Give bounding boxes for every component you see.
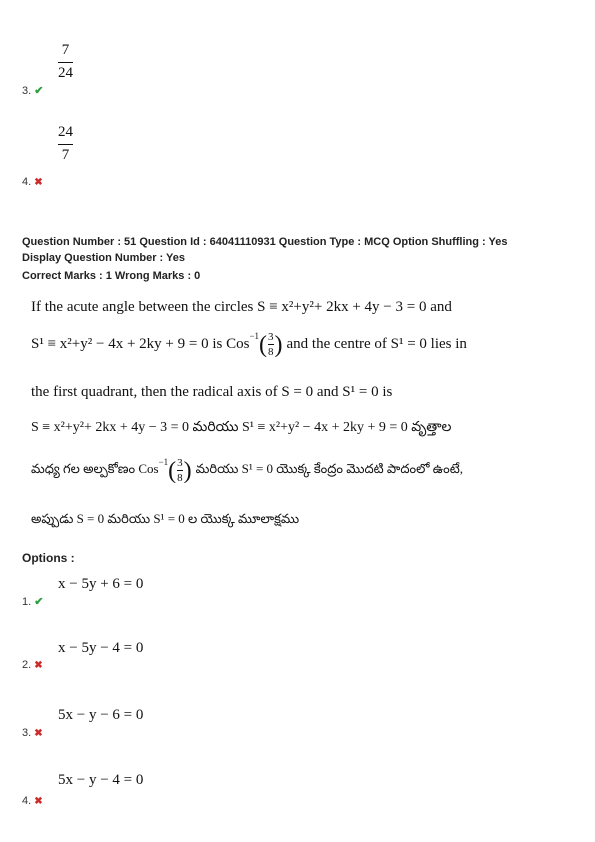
check-icon: ✔ [34, 85, 44, 97]
fraction-bar [177, 470, 183, 471]
option-number: 4. [22, 795, 32, 807]
question-english-line1: If the acute angle between the circles S ≡ x²+y²+ 2kx + 4y − 3 = 0 and [31, 299, 452, 315]
denominator: 8 [177, 472, 183, 484]
option-1-number [22, 595, 43, 608]
inverse-superscript: −1 [158, 457, 169, 467]
right-paren: ) [183, 457, 192, 484]
question-english-line3: the first quadrant, then the radical axis of S = 0 and S¹ = 0 is [31, 384, 393, 400]
option-3-number [22, 727, 43, 739]
prev-option-4-number [22, 176, 43, 188]
left-paren: ( [259, 331, 268, 358]
text-segment: S¹ ≡ x²+y² − 4x + 2ky + 9 = 0 is Cos [31, 336, 250, 352]
cross-icon: ✖ [34, 796, 43, 807]
question-english-line2 [31, 331, 467, 358]
option-number: 2. [22, 659, 32, 671]
cross-icon: ✖ [34, 728, 43, 739]
option-number: 1. [22, 596, 32, 608]
fraction-bar [58, 62, 73, 63]
numerator: 3 [268, 331, 274, 343]
fraction-bar [58, 144, 73, 145]
check-icon: ✔ [34, 596, 44, 608]
option-2-number [22, 659, 43, 671]
option-1-text[interactable]: x − 5y + 6 = 0 [58, 576, 144, 592]
cross-icon: ✖ [34, 177, 43, 188]
text-segment: మరియు S¹ = 0 యొక్క కేంద్రం మొదటి పాదంలో ఉంటే, [195, 461, 463, 476]
question-telugu-line3: అప్పుడు S = 0 మరియు S¹ = 0 ల యొక్క మూలాక్షము [31, 511, 300, 526]
question-meta-line2: Display Question Number : Yes [22, 252, 186, 264]
fraction-bar [268, 344, 274, 345]
denominator: 8 [268, 346, 274, 358]
cross-icon: ✖ [34, 660, 43, 671]
left-paren: ( [168, 457, 177, 484]
question-meta-line1: Question Number : 51 Question Id : 64041110931 Question Type : MCQ Option Shuffling : Yes [22, 236, 508, 248]
text-segment: మధ్య గల అల్పకోణం Cos [31, 461, 159, 476]
prev-option-4-fraction [58, 124, 73, 164]
text-segment: and the centre of S¹ = 0 lies in [286, 336, 467, 352]
angle-fraction [268, 331, 274, 358]
option-4-number [22, 795, 43, 807]
numerator: 3 [177, 457, 183, 469]
numerator: 7 [61, 42, 70, 58]
option-4-text[interactable]: 5x − y − 4 = 0 [58, 772, 144, 788]
options-label: Options : [22, 551, 75, 565]
numerator: 24 [58, 124, 73, 140]
question-meta-line3: Correct Marks : 1 Wrong Marks : 0 [22, 270, 201, 282]
prev-option-3-number [22, 84, 43, 97]
option-number: 4. [22, 176, 32, 188]
option-number: 3. [22, 727, 32, 739]
option-2-text[interactable]: x − 5y − 4 = 0 [58, 640, 144, 656]
question-telugu-line1: S ≡ x²+y²+ 2kx + 4y − 3 = 0 మరియు S¹ ≡ x²+y² − 4x + 2ky + 9 = 0 వృత్తాల [31, 420, 452, 435]
option-number: 3. [22, 85, 32, 97]
denominator: 24 [58, 65, 73, 81]
inverse-superscript: −1 [249, 331, 260, 341]
denominator: 7 [61, 147, 70, 163]
option-3-text[interactable]: 5x − y − 6 = 0 [58, 707, 144, 723]
right-paren: ) [274, 331, 283, 358]
angle-fraction [177, 457, 183, 484]
question-telugu-line2 [31, 457, 463, 484]
prev-option-3-fraction [58, 42, 73, 82]
